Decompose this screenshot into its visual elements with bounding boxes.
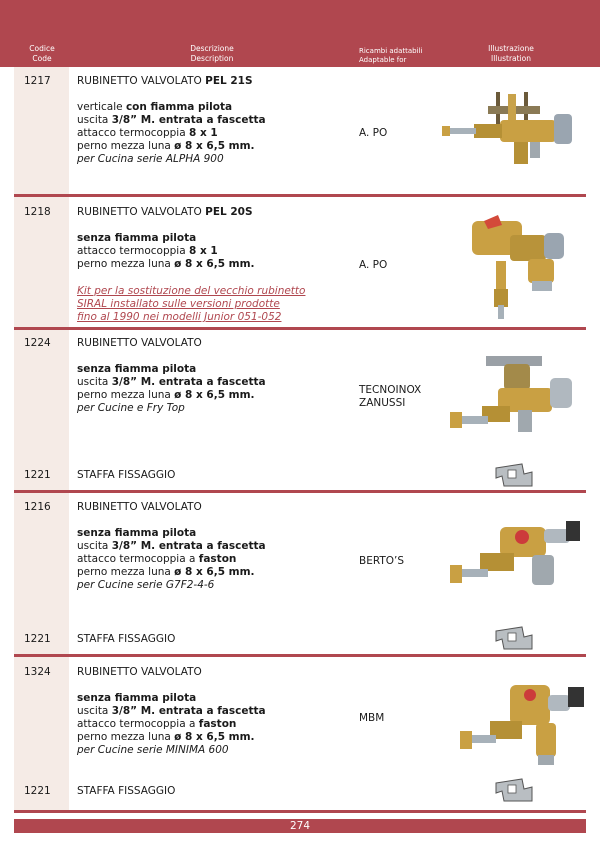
- bracket-image: [494, 625, 534, 651]
- valve-image: [446, 515, 586, 601]
- page-number: 274: [289, 820, 311, 832]
- product-specs: senza fiamma pilota uscita 3/8” M. entrata a fascetta perno mezza luna ø 8 x 6,5 mm. per Cucine e Fry Top: [77, 363, 266, 414]
- header-illustration: Illustrazione Illustration: [488, 44, 534, 63]
- product-code: 1216: [24, 501, 51, 513]
- sub-item-code: 1221: [24, 633, 51, 645]
- product-specs: senza fiamma pilota uscita 3/8” M. entrata a fascetta attacco termocoppia a faston perno mezza luna ø 8 x 6,5 mm. per Cucine serie G7F2-4-6: [77, 527, 266, 591]
- replacement-note: Kit per la sostituzione del vecchio rubinetto SIRAL installato sulle versioni prodotte fino al 1990 nei modelli Junior 051-052: [77, 285, 306, 323]
- page-footer: [14, 819, 586, 833]
- product-block: [14, 657, 586, 810]
- sub-item-title: STAFFA FISSAGGIO: [77, 785, 176, 797]
- compat-brand: MBM: [359, 712, 385, 724]
- header-description: Descrizione Description: [190, 44, 234, 63]
- product-specs: senza fiamma pilota uscita 3/8” M. entrata a fascetta attacco termocoppia a faston perno mezza luna ø 8 x 6,5 mm. per Cucine serie MINIMA 600: [77, 692, 266, 756]
- sub-item-title: STAFFA FISSAGGIO: [77, 469, 176, 481]
- valve-image: [454, 675, 594, 775]
- header-compat: Ricambi adattabili Adaptable for: [359, 47, 423, 64]
- product-title: RUBINETTO VALVOLATO: [77, 501, 202, 513]
- product-specs: verticale con fiamma pilota uscita 3/8” M. entrata a fascetta attacco termocoppia 8 x 1 perno mezza luna ø 8 x 6,5 mm. per Cucina serie ALPHA 900: [77, 101, 266, 165]
- product-block: [14, 197, 586, 327]
- compat-brand: A. PO: [359, 127, 388, 139]
- product-title: RUBINETTO VALVOLATO PEL 21S: [77, 75, 253, 87]
- table-header: [0, 0, 600, 67]
- row-divider: [14, 810, 586, 813]
- valve-image: [442, 350, 582, 446]
- code-column: [14, 330, 69, 490]
- compat-brand: BERTO’S: [359, 555, 405, 567]
- compat-brand: ZANUSSI: [359, 397, 406, 409]
- product-block: [14, 67, 586, 194]
- product-block: [14, 330, 586, 490]
- bracket-image: [494, 777, 534, 803]
- product-code: 1217: [24, 75, 51, 87]
- header-code: Codice Code: [29, 44, 55, 63]
- product-specs: senza fiamma pilota attacco termocoppia 8 x 1 perno mezza luna ø 8 x 6,5 mm.: [77, 232, 255, 270]
- valve-image: [438, 88, 578, 178]
- compat-brand: A. PO: [359, 259, 388, 271]
- product-code: 1324: [24, 666, 51, 678]
- code-column: [14, 493, 69, 654]
- compat-brand: TECNOINOX: [359, 384, 422, 396]
- bracket-image: [494, 462, 534, 488]
- product-title: RUBINETTO VALVOLATO: [77, 337, 202, 349]
- product-title: RUBINETTO VALVOLATO PEL 20S: [77, 206, 253, 218]
- valve-image: [454, 211, 584, 321]
- product-code: 1218: [24, 206, 51, 218]
- product-block: [14, 493, 586, 654]
- product-title: RUBINETTO VALVOLATO: [77, 666, 202, 678]
- sub-item-code: 1221: [24, 785, 51, 797]
- sub-item-code: 1221: [24, 469, 51, 481]
- product-code: 1224: [24, 337, 51, 349]
- sub-item-title: STAFFA FISSAGGIO: [77, 633, 176, 645]
